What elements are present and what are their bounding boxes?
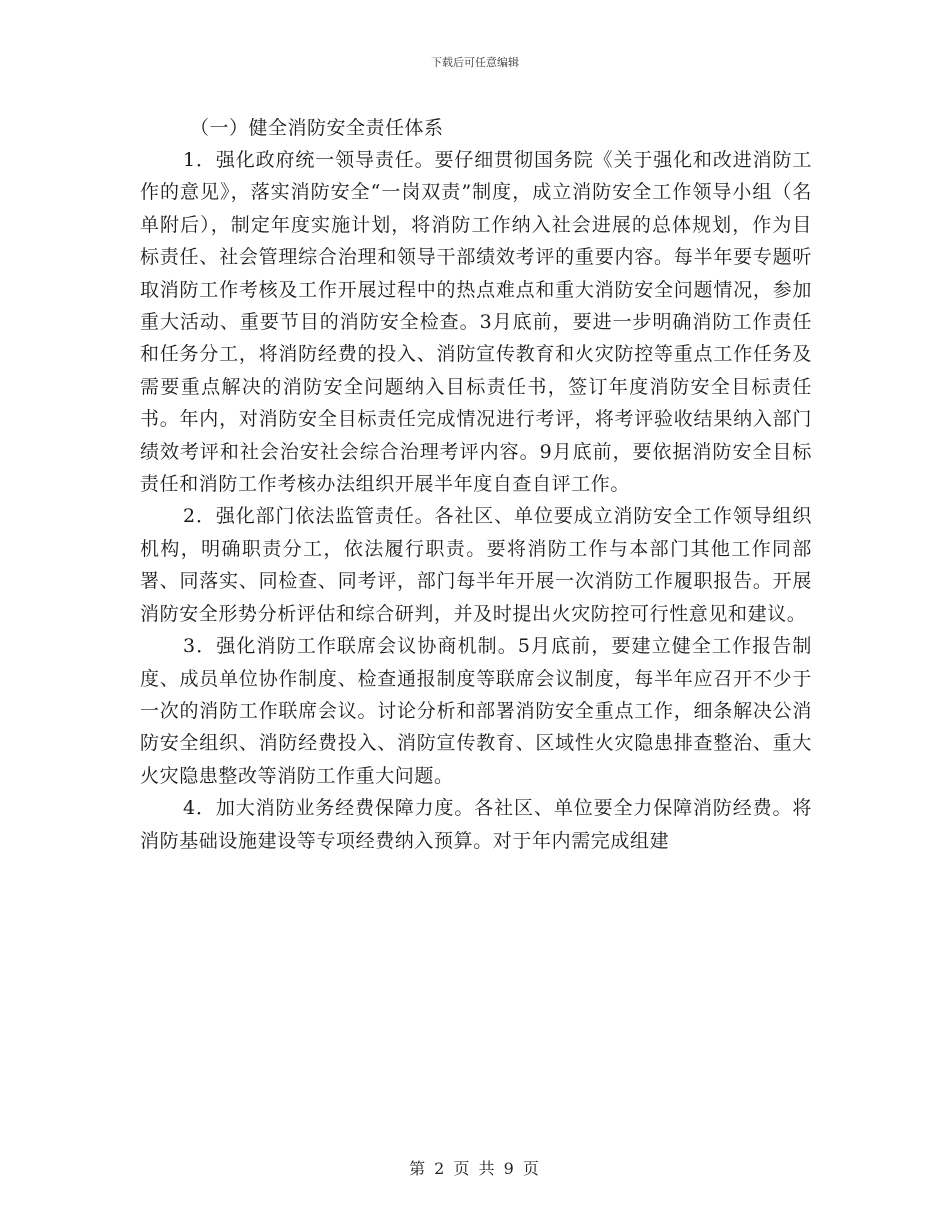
- document-body: [140, 112, 812, 857]
- page-header-note: 下载后可任意编辑: [431, 56, 519, 69]
- paragraph-3: 3．强化消防工作联席会议协商机制。5月底前，要建立健全工作报告制度、成员单位协作制度、检查通报制度等联席会议制度，每半年应召开不少于一次的消防工作联席会议。讨论分析和部署消防安全重点工作，细条解决公消防安全组织、消防经费投入、消防宣传教育、区域性火灾隐患排查整治、重大火灾隐患整改等消防工作重大问题。: [140, 635, 812, 787]
- paragraph-4: 4．加大消防业务经费保障力度。各社区、单位要全力保障消防经费。将消防基础设施建设等专项经费纳入预算。对于年内需完成组建: [140, 797, 812, 852]
- section-heading: （一）健全消防安全责任体系: [190, 117, 444, 139]
- paragraph-1: 1．强化政府统一领导责任。要仔细贯彻国务院《关于强化和改进消防工作的意见》，落实消防安全“一岗双责”制度，成立消防安全工作领导小组（名单附后），制定年度实施计划，将消防工作纳入社会进展的总体规划，作为目标责任、社会管理综合治理和领导干部绩效考评的重要内容。每半年要专题听取消防工作考核及工作开展过程中的热点难点和重大消防安全问题情况，参加重大活动、重要节目的消防安全检查。3月底前，要进一步明确消防工作责任和任务分工，将消防经费的投入、消防宣传教育和火灾防控等重点工作任务及需要重点解决的消防安全问题纳入目标责任书，签订年度消防安全目标责任书。年内，对消防安全目标责任完成情况进行考评，将考评验收结果纳入部门绩效考评和社会治安社会综合治理考评内容。9月底前，要依据消防安全目标责任和消防工作考核办法组织开展半年度自查自评工作。: [140, 149, 812, 496]
- paragraph-2: 2．强化部门依法监管责任。各社区、单位要成立消防安全工作领导组织机构，明确职责分工，依法履行职责。要将消防工作与本部门其他工作同部署、同落实、同检查、同考评，部门每半年开展一次消防工作履职报告。开展消防安全形势分析评估和综合研判，并及时提出火灾防控可行性意见和建议。: [140, 505, 812, 625]
- page-number-footer: 第 2 页 共 9 页: [409, 1159, 541, 1178]
